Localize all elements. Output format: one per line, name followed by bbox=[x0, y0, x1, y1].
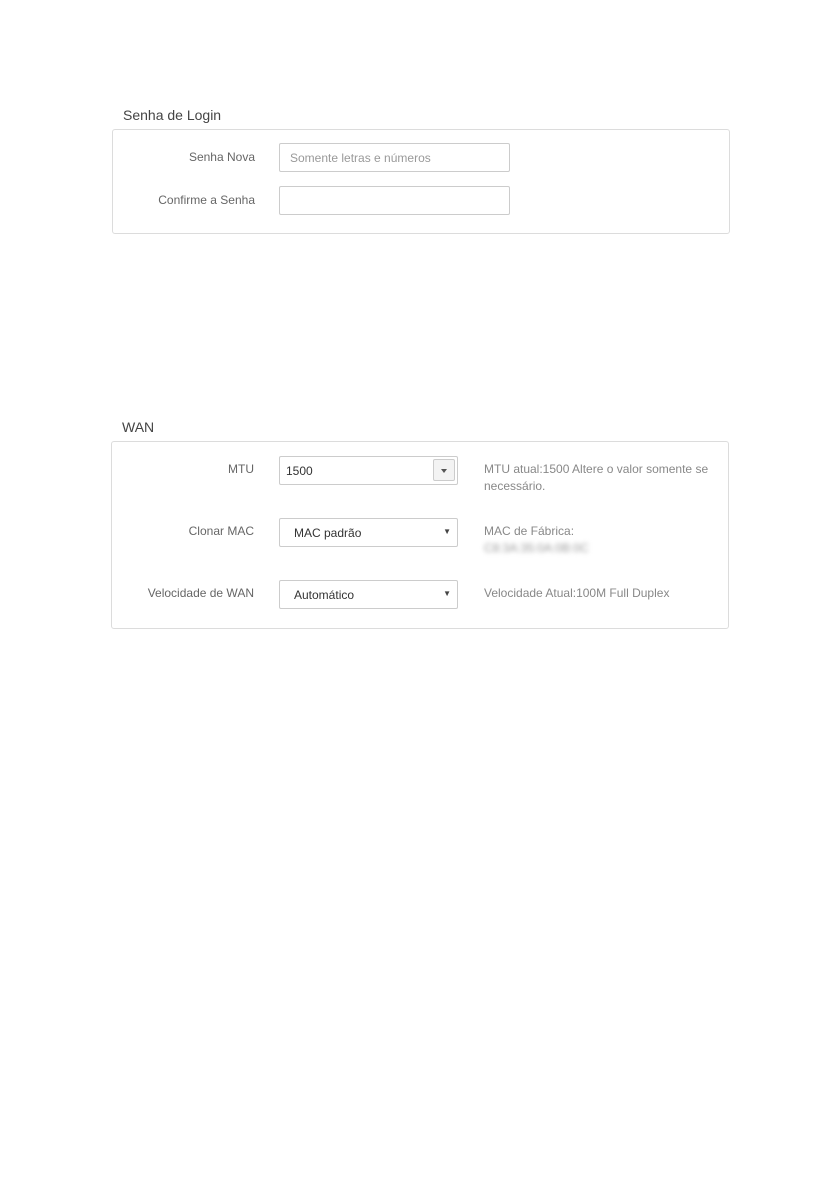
mtu-label: MTU bbox=[228, 462, 254, 476]
login-panel bbox=[112, 129, 730, 234]
clone-mac-select[interactable] bbox=[279, 518, 458, 547]
mtu-value[interactable]: 1500 bbox=[286, 464, 313, 478]
mtu-hint: MTU atual:1500 Altere o valor somente se necessário. bbox=[484, 462, 709, 493]
wan-speed-label: Velocidade de WAN bbox=[147, 586, 254, 600]
wan-speed-hint: Velocidade Atual:100M Full Duplex bbox=[484, 586, 670, 600]
clone-mac-label: Clonar MAC bbox=[188, 524, 254, 538]
caret-down-icon: ▼ bbox=[443, 589, 451, 598]
confirm-password-label: Confirme a Senha bbox=[158, 193, 255, 207]
login-section-title: Senha de Login bbox=[123, 107, 222, 123]
new-password-input[interactable] bbox=[279, 143, 510, 172]
wan-speed-value: Automático bbox=[294, 588, 355, 602]
new-password-label: Senha Nova bbox=[188, 150, 255, 164]
wan-section-title: WAN bbox=[122, 419, 155, 435]
chevron-down-icon[interactable] bbox=[433, 459, 455, 481]
factory-mac-info bbox=[484, 523, 724, 557]
wan-panel bbox=[111, 441, 729, 629]
clone-mac-value: MAC padrão bbox=[294, 526, 362, 540]
factory-mac-label: MAC de Fábrica: bbox=[484, 524, 575, 538]
caret-down-icon: ▼ bbox=[443, 527, 451, 536]
wan-speed-select[interactable] bbox=[279, 580, 458, 609]
confirm-password-input[interactable] bbox=[279, 186, 510, 215]
mtu-combobox[interactable] bbox=[279, 456, 458, 485]
factory-mac-value: C8:3A:35:0A:0B:0C bbox=[484, 541, 589, 555]
